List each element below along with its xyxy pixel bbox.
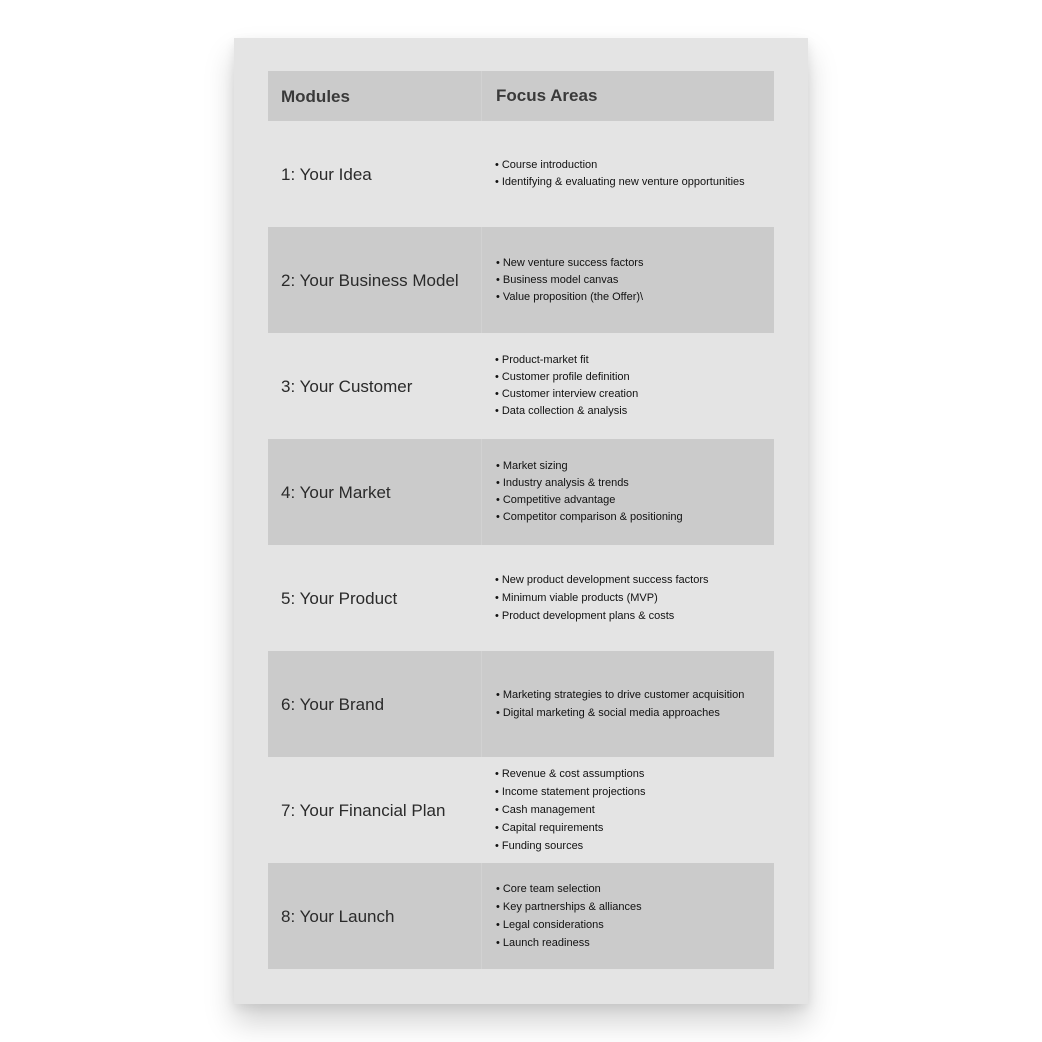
focus-areas-cell [481, 757, 774, 863]
modules-table [268, 71, 774, 969]
focus-item: • Funding sources [495, 837, 646, 855]
module-name: 1: Your Idea [281, 164, 372, 184]
focus-item: • Cash management [495, 801, 646, 819]
focus-item: • Identifying & evaluating new venture opportunities [495, 174, 745, 191]
focus-areas-cell [481, 545, 774, 651]
focus-item: • Customer interview creation [495, 386, 638, 403]
focus-item: • Core team selection [496, 880, 642, 898]
focus-item: • New venture success factors [496, 255, 643, 272]
focus-item: • Competitor comparison & positioning [496, 509, 683, 526]
module-name: 5: Your Product [281, 588, 398, 608]
focus-item: • Minimum viable products (MVP) [495, 589, 709, 607]
focus-areas-cell [481, 651, 774, 757]
table-row [268, 439, 774, 545]
module-name: 8: Your Launch [281, 906, 395, 926]
focus-areas-cell [481, 439, 774, 545]
focus-item: • Market sizing [496, 458, 683, 475]
focus-item: • Customer profile definition [495, 369, 638, 386]
table-row [268, 545, 774, 651]
focus-item: • Course introduction [495, 157, 745, 174]
table-row [268, 757, 774, 863]
table-header [268, 71, 774, 121]
focus-item: • Income statement projections [495, 783, 646, 801]
module-name: 3: Your Customer [281, 376, 413, 396]
table-row [268, 333, 774, 439]
header-modules: Modules [281, 86, 350, 106]
focus-item: • Revenue & cost assumptions [495, 765, 646, 783]
focus-item: • Marketing strategies to drive customer acquisition [496, 686, 744, 704]
focus-item: • Capital requirements [495, 819, 646, 837]
focus-item: • Digital marketing & social media approaches [496, 704, 744, 722]
focus-item: • Launch readiness [496, 934, 642, 952]
curriculum-card [234, 38, 808, 1004]
table-row [268, 121, 774, 227]
header-focus-areas: Focus Areas [481, 71, 774, 121]
focus-item: • Business model canvas [496, 272, 643, 289]
focus-item: • Industry analysis & trends [496, 475, 683, 492]
focus-item: • Competitive advantage [496, 492, 683, 509]
focus-areas-cell [481, 121, 774, 227]
focus-areas-cell [481, 333, 774, 439]
module-name: 4: Your Market [281, 482, 391, 502]
module-name: 7: Your Financial Plan [281, 800, 446, 820]
focus-item: • Data collection & analysis [495, 403, 638, 420]
table-row [268, 227, 774, 333]
focus-item: • Legal considerations [496, 916, 642, 934]
module-name: 2: Your Business Model [281, 270, 459, 290]
focus-item: • Product development plans & costs [495, 607, 709, 625]
table-row [268, 651, 774, 757]
focus-item: • Value proposition (the Offer)\ [496, 289, 643, 306]
module-name: 6: Your Brand [281, 694, 385, 714]
focus-areas-cell [481, 227, 774, 333]
focus-areas-cell [481, 863, 774, 969]
focus-item: • New product development success factors [495, 571, 709, 589]
focus-item: • Key partnerships & alliances [496, 898, 642, 916]
table-row [268, 863, 774, 969]
focus-item: • Product-market fit [495, 352, 638, 369]
